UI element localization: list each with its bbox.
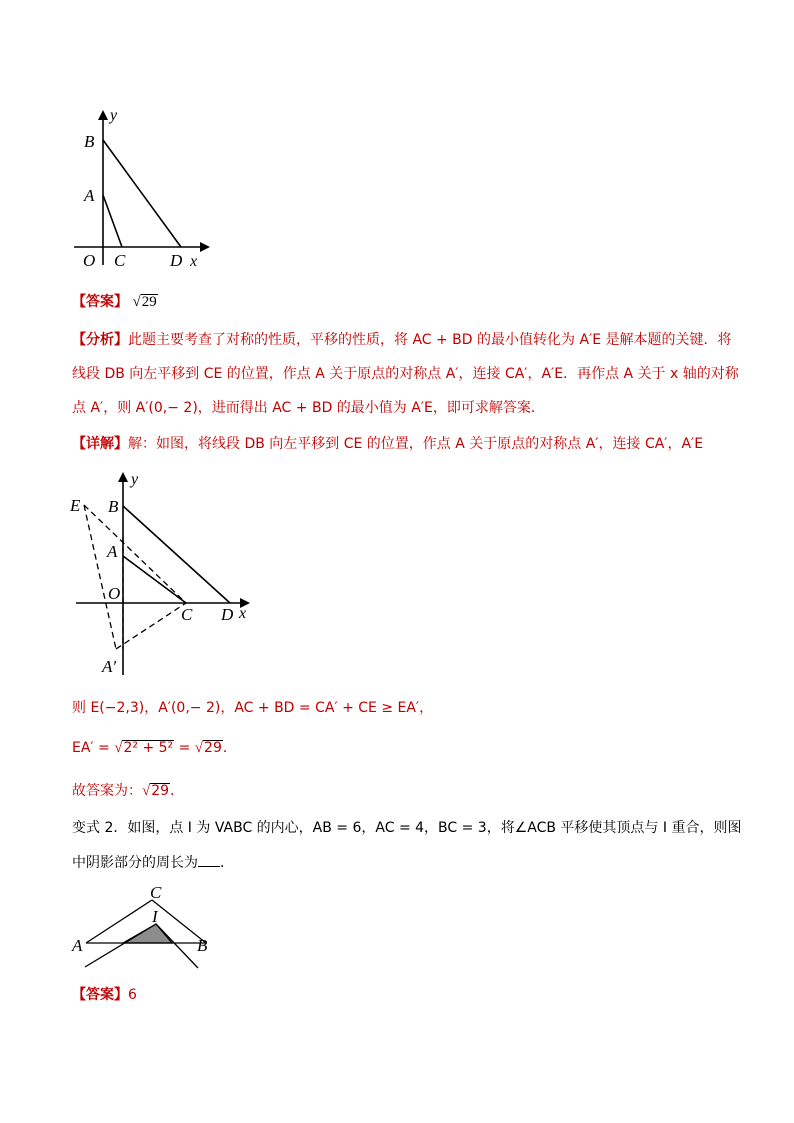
answer-1-value: 29 (141, 294, 157, 310)
solution-radicand-2: 29 (204, 740, 222, 756)
label-c: C (114, 251, 126, 270)
final-answer-value: 29 (151, 783, 170, 799)
analysis-line-1 (72, 330, 732, 350)
segment-ac (123, 556, 186, 603)
label-c: C (181, 605, 193, 624)
answer-1 (72, 292, 158, 312)
label-o: O (108, 584, 121, 603)
detail-line (72, 434, 703, 454)
label-a: A (72, 936, 83, 955)
segment-bd (123, 506, 230, 603)
answer-tag: 【答案】 (72, 294, 128, 310)
figure-3-triangle-diagram (66, 882, 226, 974)
analysis-text-1: 此题主要考查了对称的性质，平移的性质，将 AC + BD 的最小值转化为 A′E 是解本题的关键．将 (128, 332, 732, 348)
translated-ray-left (85, 924, 156, 967)
label-d: D (221, 605, 234, 624)
solution-end: ． (222, 740, 237, 756)
segment-ca1 (116, 603, 186, 649)
solution-line-2 (72, 738, 237, 758)
final-answer-end: ． (170, 783, 185, 799)
sqrt-icon: √ (114, 740, 123, 756)
answer-blank (198, 852, 220, 867)
label-o: O (83, 251, 96, 270)
analysis-tag: 【分析】 (72, 332, 128, 348)
figure-1-coordinate-diagram (66, 100, 216, 275)
label-b: B (84, 132, 95, 151)
label-y: y (131, 471, 139, 488)
x-axis-arrow-icon (200, 242, 210, 252)
analysis-line-2: 线段 DB 向左平移到 CE 的位置，作点 A 关于原点的对称点 A′，连接 CA′，A′E．再作点 A 关于 x 轴的对称 (72, 366, 739, 382)
segment-ac (103, 195, 122, 247)
figure-2-coordinate-diagram (64, 465, 264, 680)
answer-tag: 【答案】 (72, 987, 128, 1003)
segment-bd (103, 140, 181, 247)
sqrt-icon: √ (132, 294, 141, 310)
detail-text: 解：如图，将线段 DB 向左平移到 CE 的位置，作点 A 关于原点的对称点 A′，连接 CA′，A′E (128, 436, 704, 452)
label-d: D (170, 251, 183, 270)
analysis-line-3: 点 A′，则 A′(0,− 2)，进而得出 AC + BD 的最小值为 A′E，即可求解答案． (72, 400, 545, 416)
variant-text-2: 中阴影部分的周长为 (72, 855, 198, 871)
label-b: B (108, 497, 119, 516)
variant-line-2: 中阴影部分的周长为 ． (72, 852, 234, 873)
segment-ea1 (84, 505, 116, 649)
label-x: x (190, 253, 198, 270)
solution-lhs: EA′ = (72, 740, 110, 756)
variant-line-1: 变式 2．如图，点 I 为 VABC 的内心，AB = 6，AC = 4，BC = 3，将∠ACB 平移使其顶点与 I 重合，则图 (72, 820, 742, 836)
detail-tag: 【详解】 (72, 436, 128, 452)
answer-2-value: 6 (128, 987, 137, 1003)
solution-line-3 (72, 781, 184, 801)
label-b: B (197, 936, 208, 955)
segment-ce (84, 505, 186, 603)
label-a-prime: A′ (102, 657, 117, 676)
sqrt-icon: √ (194, 740, 204, 756)
y-axis-arrow-icon (118, 472, 128, 482)
solution-line-1: 则 E(−2,3)，A′(0,− 2)，AC + BD = CA′ + CE ≥ EA′， (72, 700, 434, 716)
label-x: x (239, 605, 247, 622)
y-axis-arrow-icon (98, 110, 108, 120)
label-y: y (110, 107, 118, 124)
label-a: A (107, 542, 118, 561)
label-i: I (152, 907, 158, 926)
sqrt-icon: √ (142, 783, 151, 799)
translated-ray-right (156, 924, 198, 968)
solution-radicand-1: 2² + 5² (123, 740, 174, 756)
answer-2 (72, 985, 137, 1005)
label-e: E (70, 496, 81, 515)
solution-equals: = (178, 740, 191, 756)
final-answer-prefix: 故答案为： (72, 783, 142, 799)
label-c: C (150, 883, 162, 902)
label-a: A (84, 186, 95, 205)
